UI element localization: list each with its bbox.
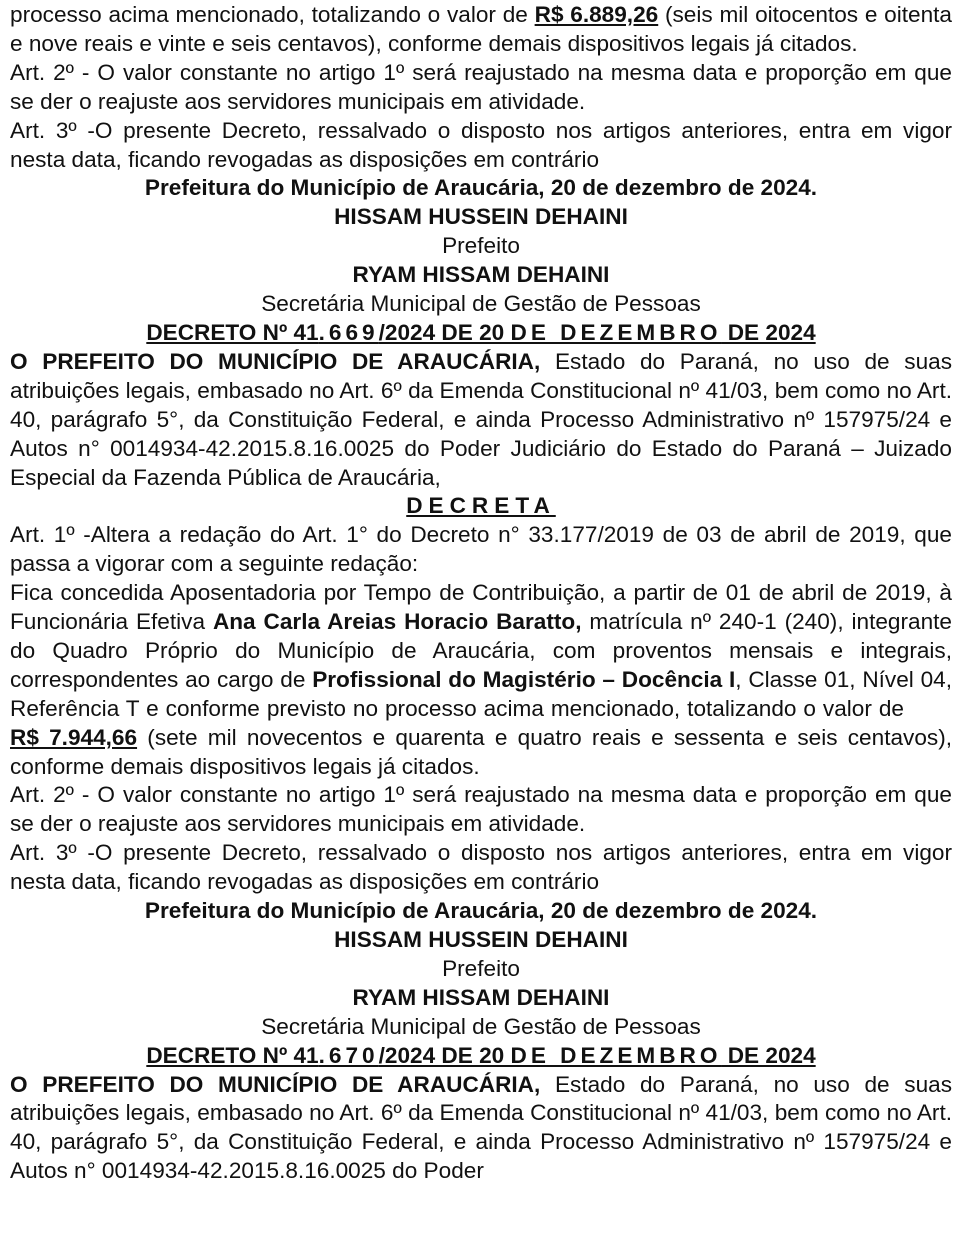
benefit-amount: R$ 7.944,66 (10, 724, 138, 750)
secretary-title: Secretária Municipal de Gestão de Pessoas (261, 291, 701, 317)
article-1: Art. 1º -Altera a redação do Art. 1° do Decreto n° 33.177/2019 de 03 de abril de 2019, que passa a vigorar com a seguinte redação: (10, 522, 952, 577)
preamble-text: Estado do Paraná, no uso de suas atribuições legais, embasado no Art. 6º da Emenda Constitucional nº 41/03, bem como no Art. 40, parágrafo 5°, da Constituição Federal, e ainda Processo Administrativo nº 157975/24 e Autos n° 0014934-42.2015.8.16.0025 do Poder (10, 1071, 952, 1184)
secretary-name: RYAM HISSAM DEHAINI (352, 262, 610, 288)
authority-name: O PREFEITO DO MUNICÍPIO DE ARAUCÁRIA, (10, 1071, 541, 1097)
new-wording (10, 579, 952, 781)
secretary-name: RYAM HISSAM DEHAINI (352, 984, 610, 1010)
preamble-text: Estado do Paraná, no uso de suas atribuições legais, embasado no Art. 6º da Emenda Constitucional nº 41/03, bem como no Art. 40, parágrafo 5°, da Constituição Federal, e ainda Processo Administrativo nº 157975/24 e Autos n° 0014934-42.2015.8.16.0025 do Poder Judiciário do Estado do Paraná – Juizado Especial da Fazenda Pública de Araucária, (10, 348, 952, 490)
article-text: Fica concedida Aposentadoria por Tempo de Contribuição, a partir de 01 de abril de 2019, à Funcionária Efetiva (10, 580, 952, 635)
title-part: DECRETO Nº 41 (146, 319, 319, 345)
article-text: (seis mil oitocentos e oitenta e nove reais e vinte e seis centavos), conforme demais dispositivos legais já citados. (10, 2, 952, 56)
place-and-date: Prefeitura do Município de Araucária, 20 de dezembro de 2024. (144, 175, 818, 201)
decree-title (10, 319, 952, 348)
decree-title (10, 1042, 952, 1071)
decreta-heading: DECRETA (406, 493, 556, 519)
employee-name: Ana Carla Areias Horacio Baratto, (212, 609, 582, 635)
article-text: , Classe 01, Nível 04, Referência T e conforme previsto no processo acima mencionado, totalizando o valor de (10, 666, 952, 721)
title-part: DE 2024 (721, 1042, 816, 1068)
title-part: /2024 DE 20 (378, 319, 511, 345)
article-1-continuation (10, 1, 952, 59)
decree-preamble (10, 348, 952, 493)
decree-41669 (10, 319, 952, 1042)
article-2: Art. 2º - O valor constante no artigo 1º será reajustado na mesma data e proporção em que se der o reajuste aos servidores municipais em atividade. (10, 59, 952, 114)
title-part: DE DEZEMBRO (510, 1042, 722, 1068)
title-part: /2024 DE 20 (378, 1042, 511, 1068)
article-text: (sete mil novecentos e quarenta e quatro reais e sessenta e seis centavos), conforme demais dispositivos legais já citados. (10, 724, 952, 779)
place-and-date: Prefeitura do Município de Araucária, 20 de dezembro de 2024. (144, 898, 818, 924)
benefit-amount: R$ 6.889,26 (534, 2, 659, 27)
mayor-title: Prefeito (442, 233, 520, 259)
mayor-title: Prefeito (442, 955, 520, 981)
authority-name: O PREFEITO DO MUNICÍPIO DE ARAUCÁRIA, (10, 348, 541, 374)
article-text: matrícula nº 240-1 (240), integrante do Quadro Próprio do Município de Araucária, com proventos mensais e integrais, correspondentes ao cargo de (10, 609, 952, 692)
article-2: Art. 2º - O valor constante no artigo 1º será reajustado na mesma data e proporção em que se der o reajuste aos servidores municipais em atividade. (10, 782, 952, 837)
mayor-name: HISSAM HUSSEIN DEHAINI (334, 204, 628, 230)
title-part: .669 (318, 319, 379, 345)
decree-41670 (10, 1042, 952, 1187)
title-part: DE 2024 (721, 319, 816, 345)
article-text: processo acima mencionado, totalizando o valor de (10, 2, 535, 27)
title-part: DE DEZEMBRO (510, 319, 722, 345)
secretary-title: Secretária Municipal de Gestão de Pessoas (261, 1013, 701, 1039)
article-3: Art. 3º -O presente Decreto, ressalvado o disposto nos artigos anteriores, entra em vigor nesta data, ficando revogadas as disposições em contrário (10, 117, 952, 172)
title-part: .670 (318, 1042, 379, 1068)
position-title: Profissional do Magistério – Docência I (312, 666, 736, 692)
mayor-name: HISSAM HUSSEIN DEHAINI (334, 927, 628, 952)
article-3: Art. 3º -O presente Decreto, ressalvado o disposto nos artigos anteriores, entra em vigor nesta data, ficando revogadas as disposições em contrário (10, 840, 952, 895)
title-part: DECRETO Nº 41 (146, 1042, 319, 1068)
previous-decree-continuation (10, 1, 952, 319)
decree-preamble (10, 1071, 952, 1187)
